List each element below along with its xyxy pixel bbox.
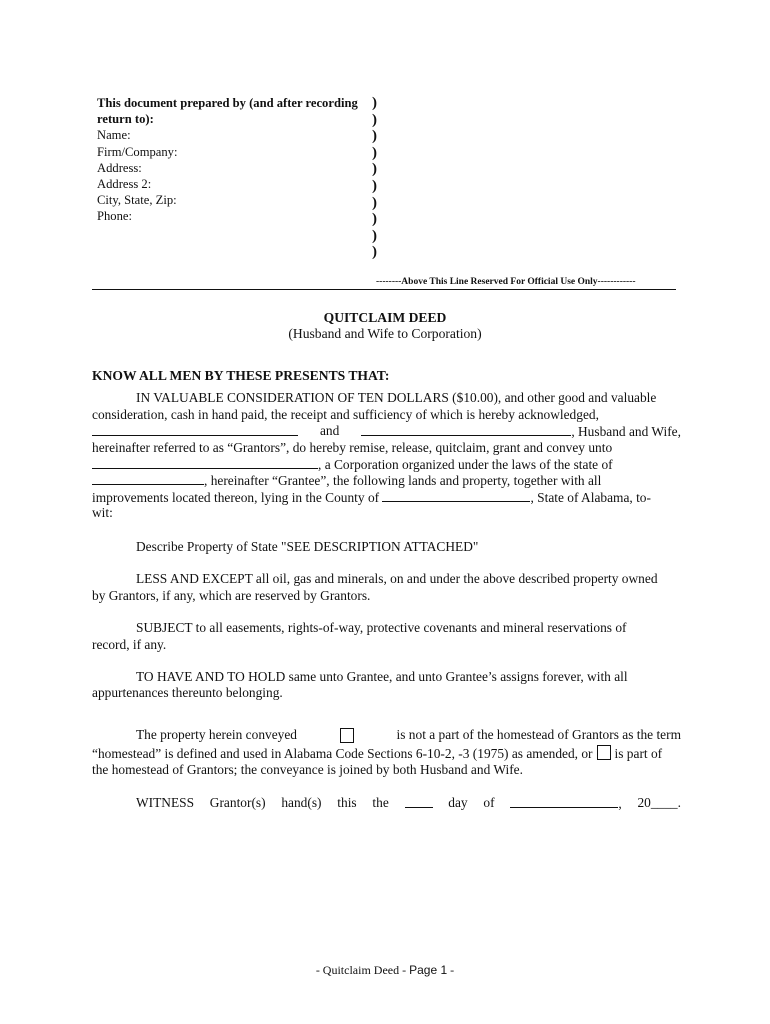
wit-label: wit: — [92, 505, 113, 520]
preparer-firm-label: Firm/Company: — [97, 144, 178, 159]
witness-year: 20____. — [637, 795, 681, 810]
homestead-part-text: is part of — [614, 746, 663, 761]
preparer-phone-label: Phone: — [97, 209, 132, 224]
grantors-line — [92, 423, 681, 439]
property-description: Describe Property of State "SEE DESCRIPTION ATTACHED" — [136, 539, 479, 554]
witness-of: of — [483, 795, 495, 810]
bracket-column: ) ) ) ) ) ) ) ) ) ) — [372, 95, 377, 261]
less-except-line-2: by Grantors, if any, which are reserved by Grantors. — [92, 588, 371, 603]
grantor-wife-blank[interactable] — [361, 423, 571, 436]
deed-title: QUITCLAIM DEED — [323, 310, 447, 325]
subject-line-2: record, if any. — [92, 637, 167, 652]
preparer-address2-label: Address 2: — [97, 177, 152, 192]
preparer-name-label: Name: — [97, 128, 131, 143]
witness-this: this — [337, 795, 357, 810]
homestead-checkbox[interactable] — [597, 745, 611, 760]
corporation-line — [92, 456, 681, 473]
not-homestead-checkbox[interactable] — [340, 728, 354, 743]
corporation-text: , a Corporation organized under the laws of the state of — [318, 457, 613, 472]
witness-day: day — [448, 795, 468, 810]
witness-word: WITNESS — [136, 795, 195, 810]
consideration-line-2-text: consideration, cash in hand paid, the receipt and sufficiency of which is hereby acknowledged, — [92, 407, 599, 422]
know-all-men-heading: KNOW ALL MEN BY THESE PRESENTS THAT: — [92, 368, 390, 383]
homestead-line-3: the homestead of Grantors; the conveyance is joined by both Husband and Wife. — [92, 762, 523, 777]
divider — [92, 289, 676, 290]
homestead-intro: The property herein conveyed — [136, 727, 297, 742]
grantee-text: , hereinafter “Grantee”, the following lands and property, together with all — [204, 473, 602, 488]
witness-hands: hand(s) — [281, 795, 322, 810]
homestead-not-part-text: is not a part of the homestead of Grantors as the term — [396, 727, 681, 742]
month-blank[interactable] — [510, 795, 618, 808]
preparer-heading: This document prepared by (and after recording return to): — [97, 96, 358, 127]
page-number: Page 1 — [409, 963, 448, 977]
county-prefix: improvements located thereon, lying in the County of — [92, 490, 380, 505]
grantee-line — [92, 472, 601, 489]
footer-prefix: - Quitclaim Deed - — [315, 963, 410, 977]
state-blank[interactable] — [92, 472, 204, 485]
day-blank[interactable] — [405, 795, 433, 808]
homestead-line-2 — [92, 745, 662, 762]
page-footer — [0, 963, 770, 978]
grantor-husband-blank[interactable] — [92, 423, 298, 436]
consideration-line-1: IN VALUABLE CONSIDERATION OF TEN DOLLARS ($10.00), and other good and valuable — [136, 390, 657, 405]
preparer-address-label: Address: — [97, 160, 142, 175]
witness-the: the — [372, 795, 389, 810]
witness-line: WITNESS Grantor(s) hand(s) this the day of , 20____. — [136, 795, 681, 811]
homestead-line-1 — [136, 727, 681, 743]
consideration-line-2 — [92, 407, 681, 423]
county-suffix: , State of Alabama, to- — [530, 490, 651, 505]
county-blank[interactable] — [382, 489, 530, 502]
husband-wife-label: , Husband and Wife, — [571, 424, 681, 439]
corporation-name-blank[interactable] — [92, 456, 318, 469]
witness-grantors: Grantor(s) — [209, 795, 266, 810]
preparer-city-label: City, State, Zip: — [97, 193, 177, 208]
reserved-line-label: --------Above This Line Reserved For Official Use Only------------ — [376, 277, 636, 287]
deed-subtitle: (Husband and Wife to Corporation) — [288, 326, 482, 341]
grantors-convey-line — [92, 440, 681, 456]
preparer-block — [97, 95, 369, 225]
habendum-line-1: TO HAVE AND TO HOLD same unto Grantee, and unto Grantee’s assigns forever, with all — [136, 669, 628, 684]
county-line — [92, 489, 651, 506]
grantors-convey-text: hereinafter referred to as “Grantors”, do hereby remise, release, quitclaim, grant and convey unto — [92, 440, 613, 455]
subject-line-1: SUBJECT to all easements, rights-of-way, protective covenants and mineral reservations of — [136, 620, 627, 635]
less-except-line-1: LESS AND EXCEPT all oil, gas and minerals, on and under the above described property owned — [136, 571, 658, 586]
and-label: and — [319, 423, 340, 438]
habendum-line-2: appurtenances thereunto belonging. — [92, 685, 283, 700]
homestead-definition-text: “homestead” is defined and used in Alabama Code Sections 6-10-2, -3 (1975) as amended, or — [92, 746, 593, 761]
footer-suffix: - — [447, 963, 455, 977]
